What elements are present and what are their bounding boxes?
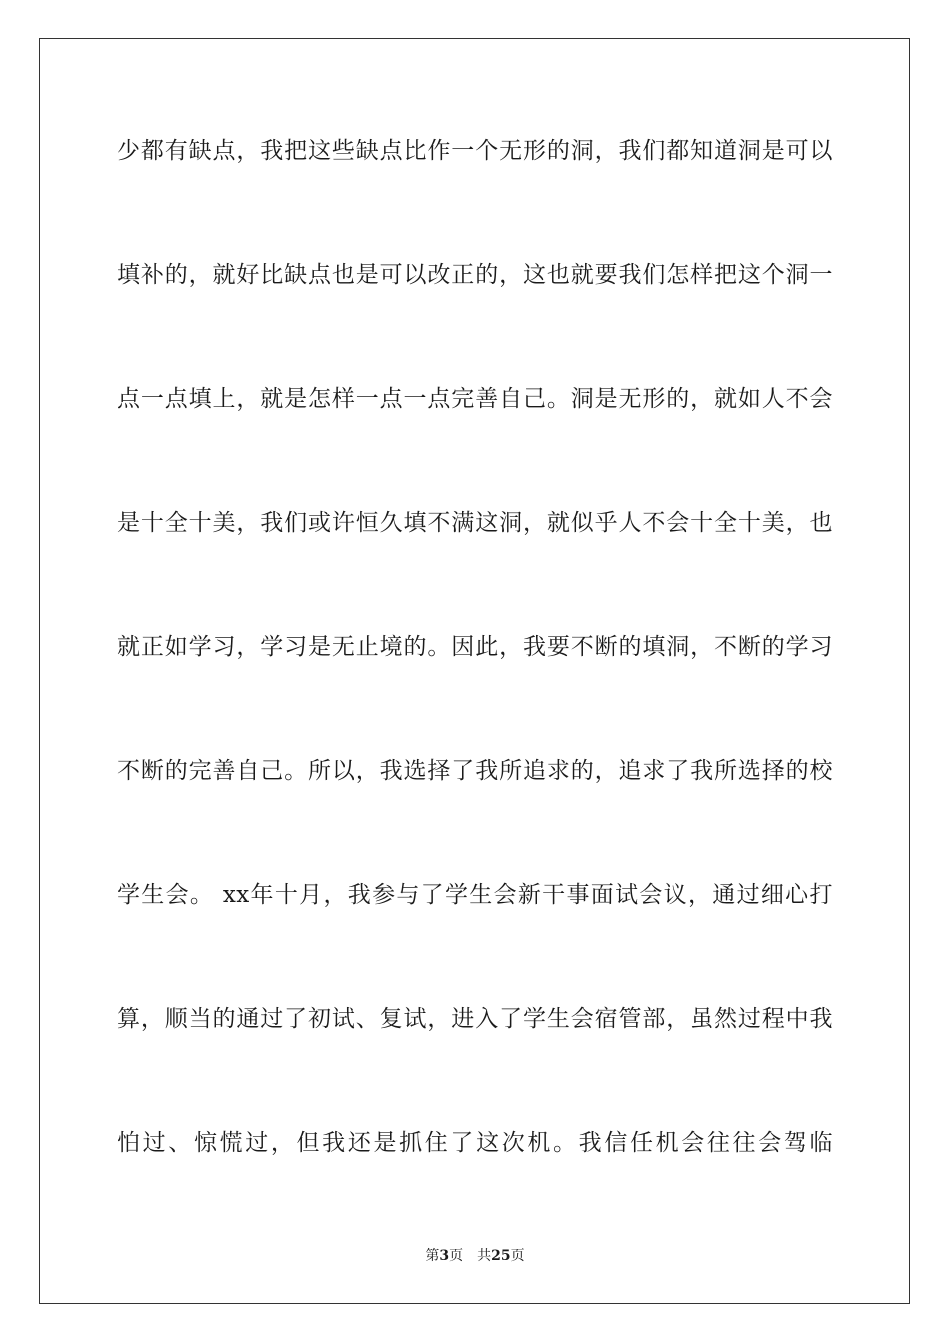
body-line-9: 怕过、惊慌过，但我还是抓住了这次机。我信任机会往往会驾临	[117, 1130, 833, 1156]
body-line-1: 少都有缺点，我把这些缺点比作一个无形的洞，我们都知道洞是可以	[117, 138, 833, 164]
body-line-4: 是十全十美，我们或许恒久填不满这洞，就似乎人不会十全十美，也	[117, 510, 833, 536]
body-line-3: 点一点填上，就是怎样一点一点完善自己。洞是无形的，就如人不会	[117, 386, 833, 412]
page-prefix: 第	[425, 1248, 440, 1264]
page-border	[39, 38, 910, 1304]
total-suffix: 页	[510, 1248, 525, 1264]
body-line-5: 就正如学习，学习是无止境的。因此，我要不断的填洞，不断的学习	[117, 634, 833, 660]
body-line-6: 不断的完善自己。所以，我选择了我所追求的，追求了我所选择的校	[117, 758, 833, 784]
total-prefix: 共	[477, 1248, 492, 1264]
page-number: 3	[439, 1248, 450, 1264]
body-line-7: 学生会。 xx年十月，我参与了学生会新干事面试会议，通过细心打	[117, 882, 833, 908]
body-line-8: 算，顺当的通过了初试、复试，进入了学生会宿管部，虽然过程中我	[117, 1006, 833, 1032]
page-suffix: 页	[449, 1248, 464, 1264]
page-footer	[0, 1247, 950, 1265]
body-line-2: 填补的，就好比缺点也是可以改正的，这也就要我们怎样把这个洞一	[117, 262, 833, 288]
total-pages: 25	[491, 1248, 511, 1264]
